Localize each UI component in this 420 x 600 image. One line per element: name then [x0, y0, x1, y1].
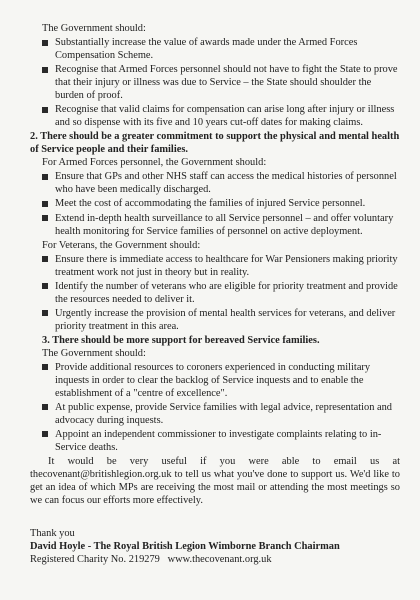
intro-government: The Government should: — [42, 23, 146, 34]
list-item: Ensure that GPs and other NHS staff can access the medical histories of personnel who have been medically discharged. — [42, 170, 400, 196]
intro-veterans: For Veterans, the Government should: — [42, 239, 201, 251]
bullet-square-icon — [42, 401, 55, 427]
heading-health: 2. There should be a greater commitment to support the physical and mental health of Service people and their families. — [30, 131, 400, 155]
closing-paragraph: It would be very useful if you were able to email us at thecovenant@britishlegion.org.uk to tell us what you've done to support us. We'd like to get an idea of which MPs are receiving the most mail or attending the most meetings so we can focus our efforts more effectively. — [30, 455, 400, 506]
list-compensation — [42, 36, 400, 129]
bullet-square-icon — [42, 63, 55, 102]
bullet-square-icon — [42, 280, 55, 306]
list-bereaved — [42, 361, 400, 454]
thanks-text: Thank you — [30, 527, 75, 539]
list-item: At public expense, provide Service families with legal advice, representation and advocacy during inquests. — [42, 401, 400, 427]
bullet-square-icon — [42, 307, 55, 333]
list-item: Ensure there is immediate access to healthcare for War Pensioners making priority treatment work not just in theory but in reality. — [42, 253, 400, 279]
signature: David Hoyle - The Royal British Legion Wimborne Branch Chairman — [30, 540, 340, 552]
bullet-square-icon — [42, 103, 55, 129]
list-item: Provide additional resources to coroners experienced in conducting military inquests in order to clear the backlog of Service inquests and to enable the establishment of a "centre of excellence". — [42, 361, 400, 400]
bullet-square-icon — [42, 361, 55, 400]
list-item: Appoint an independent commissioner to investigate complaints relating to in-Service deaths. — [42, 428, 400, 454]
heading-bereaved: 3. There should be more support for bereaved Service families. — [42, 334, 320, 346]
list-veterans — [42, 253, 400, 333]
intro-armed-forces: For Armed Forces personnel, the Government should: — [42, 157, 267, 168]
list-item: Identify the number of veterans who are eligible for priority treatment and provide the resources needed to deliver it. — [42, 280, 400, 306]
bullet-square-icon — [42, 212, 55, 238]
list-item: Extend in-depth health surveillance to all Service personnel – and offer voluntary health monitoring for Service families of personnel on active deployment. — [42, 212, 400, 238]
list-item: Recognise that Armed Forces personnel should not have to fight the State to prove that their injury or illness was due to Service – the State should shoulder the burden of proof. — [42, 63, 400, 102]
list-item: Recognise that valid claims for compensation can arise long after injury or illness and so dispense with its five and 10 years cut-off dates for making claims. — [42, 103, 400, 129]
intro-bereaved: The Government should: — [42, 347, 146, 359]
list-item: Meet the cost of accommodating the families of injured Service personnel. — [42, 197, 400, 211]
bullet-square-icon — [42, 253, 55, 279]
bullet-square-icon — [42, 197, 55, 211]
bullet-square-icon — [42, 428, 55, 454]
bullet-square-icon — [42, 36, 55, 62]
charity-footer: Registered Charity No. 219279 www.thecovenant.org.uk — [30, 553, 272, 565]
bullet-square-icon — [42, 170, 55, 196]
list-health — [42, 170, 400, 238]
list-item: Substantially increase the value of awards made under the Armed Forces Compensation Scheme. — [42, 36, 400, 62]
list-item: Urgently increase the provision of mental health services for veterans, and deliver priority treatment in this area. — [42, 307, 400, 333]
